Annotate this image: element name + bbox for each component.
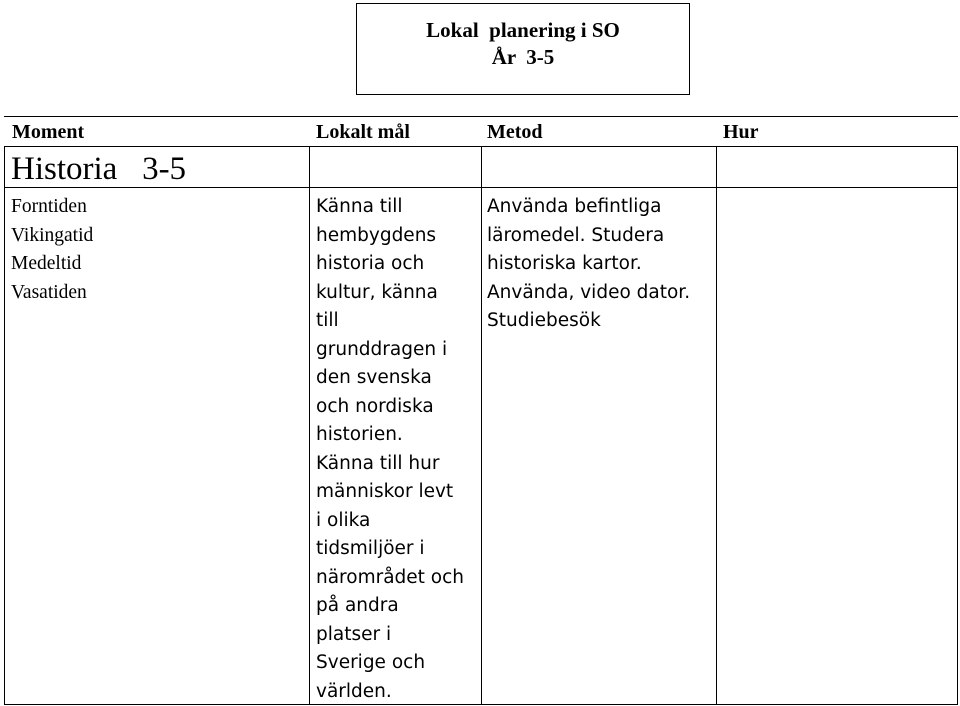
lokalt-mal-line: historien. (316, 424, 403, 445)
lokalt-mal-line: platser i (316, 623, 392, 645)
lokalt-mal-line: till (316, 310, 339, 331)
subject-heading: Historia 3-5 (11, 151, 187, 187)
lokalt-mal-line: och nordiska (316, 395, 434, 417)
lokalt-mal-line: grunddragen i (316, 338, 448, 360)
lokalt-mal-line: Känna till (316, 196, 403, 217)
lokalt-mal-line: närområdet och (316, 566, 465, 588)
metod-line: Använda befintliga (487, 196, 662, 217)
column-divider-1 (309, 146, 310, 705)
metod-line: läromedel. Studera (487, 224, 665, 246)
document-title: Lokal planering i SO (426, 18, 620, 42)
header-hur: Hur (723, 121, 759, 143)
lokalt-mal-line: världen. (316, 680, 392, 702)
moment-cell (11, 193, 93, 307)
table-border-right (957, 146, 958, 705)
lokalt-mal-cell (316, 193, 464, 706)
lokalt-mal-line: människor levt (316, 481, 454, 502)
lokalt-mal-line: Sverige och (316, 652, 426, 673)
table-border-left (4, 146, 5, 705)
lokalt-mal-line: historia och (316, 253, 425, 274)
metod-cell (487, 193, 690, 336)
column-divider-2 (481, 146, 482, 705)
lokalt-mal-line: kultur, känna (316, 281, 438, 303)
moment-item: Medeltid (11, 253, 82, 274)
moment-item: Vikingatid (11, 224, 94, 246)
document-subtitle: År 3-5 (491, 45, 555, 69)
metod-line: Använda, video dator. (487, 281, 691, 303)
header-moment: Moment (12, 121, 85, 143)
moment-item: Vasatiden (11, 281, 87, 303)
lokalt-mal-line: på andra (316, 595, 399, 616)
header-lokalt-mal: Lokalt mål (316, 121, 410, 143)
lokalt-mal-line: den svenska (316, 367, 432, 388)
column-divider-3 (716, 146, 717, 705)
table-border-top (4, 116, 958, 117)
metod-line: Studiebesök (487, 310, 601, 331)
header-metod: Metod (487, 121, 543, 143)
lokalt-mal-line: Känna till hur (316, 452, 440, 474)
moment-item: Forntiden (11, 196, 87, 217)
metod-line: historiska kartor. (487, 253, 642, 274)
lokalt-mal-line: i olika (316, 509, 371, 531)
lokalt-mal-line: hembygdens (316, 224, 437, 246)
lokalt-mal-line: tidsmiljöer i (316, 538, 425, 559)
